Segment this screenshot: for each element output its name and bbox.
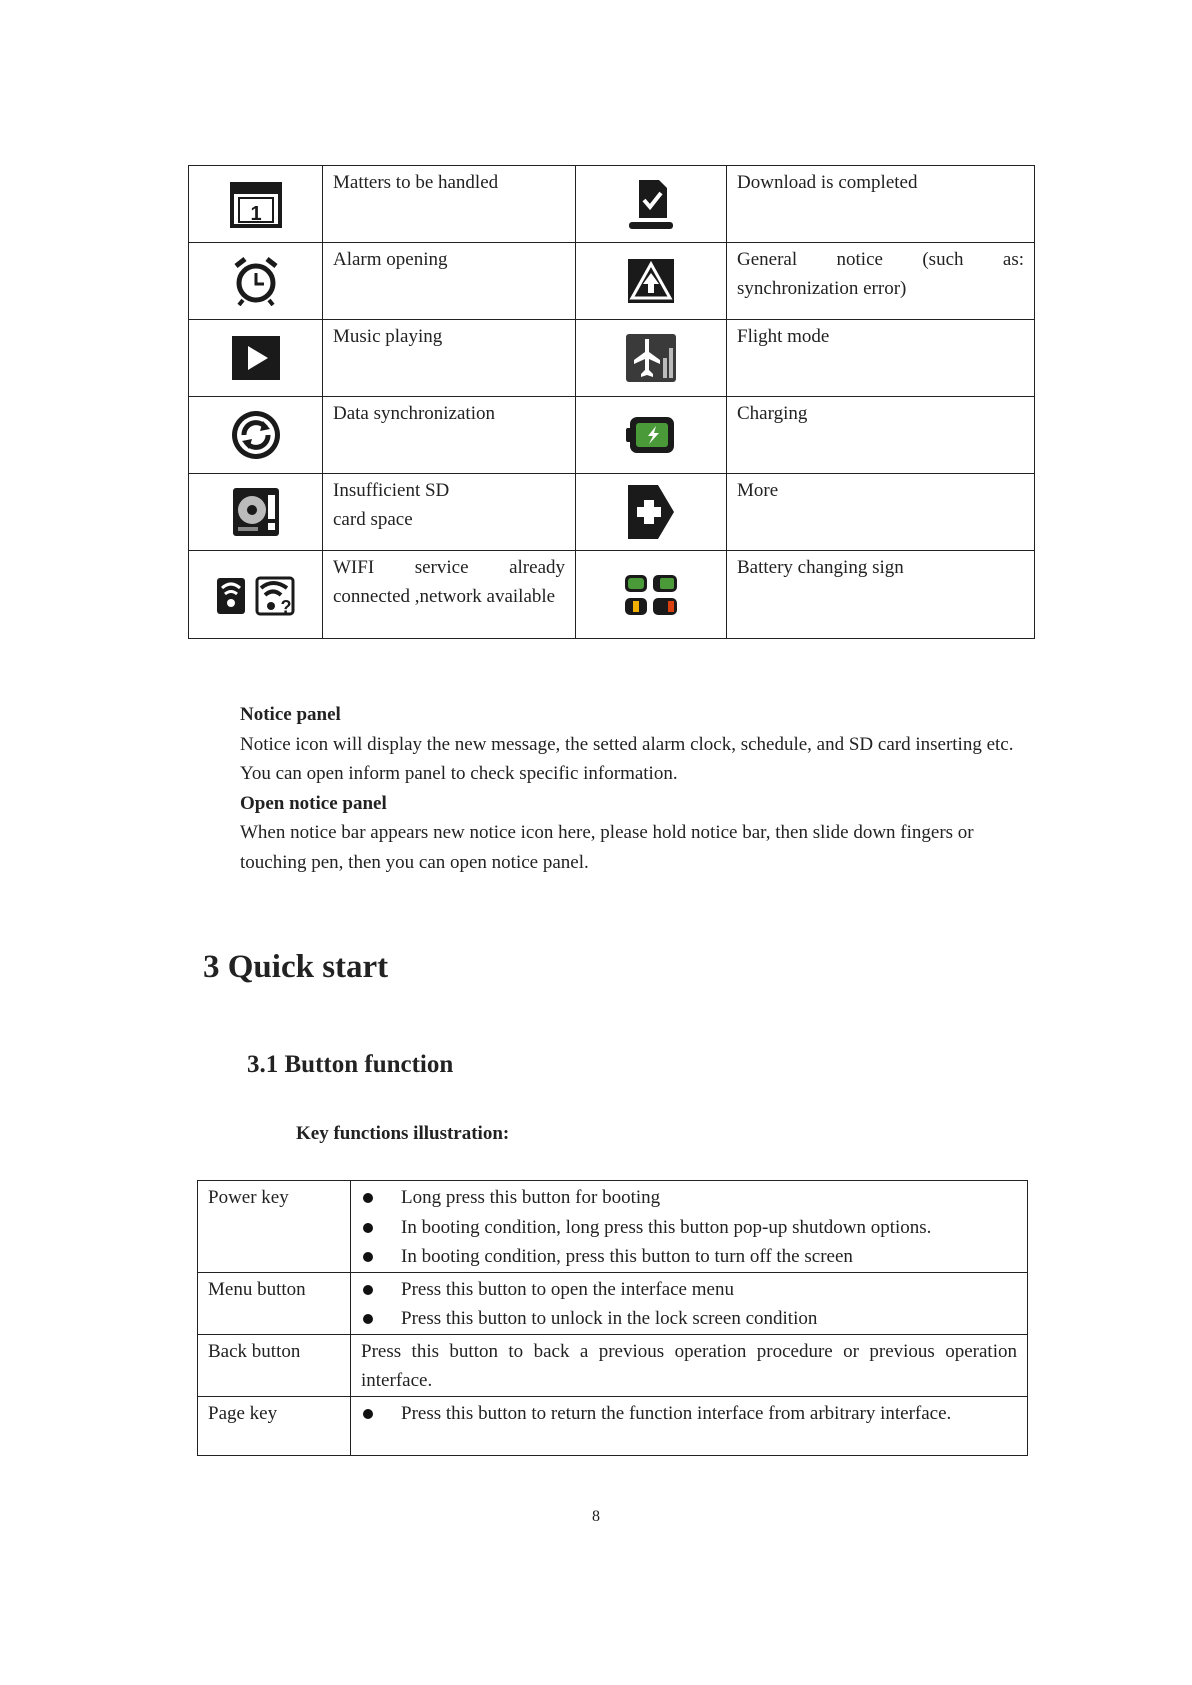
battery-levels-icon [624, 573, 678, 617]
icon-description: Flight mode [737, 326, 830, 347]
svg-text:1: 1 [249, 203, 262, 225]
table-caption: Key functions illustration: [296, 1123, 510, 1144]
open-notice-panel-text: When notice bar appears new notice icon here, please hold notice bar, then slide down fingers or touching pen, then you can open notice panel. [240, 822, 974, 873]
table-row [198, 1396, 1028, 1455]
battery-charging-icon [626, 415, 676, 455]
open-notice-panel-heading: Open notice panel [240, 792, 387, 814]
table-row [189, 551, 1035, 639]
icon-description: Charging [737, 403, 808, 424]
icon-description: Battery changing sign [737, 557, 904, 578]
table-row [198, 1272, 1028, 1334]
alarm-clock-icon [233, 256, 279, 306]
play-icon [232, 336, 280, 380]
key-description: Press this button to back a previous operation procedure or previous operation interface. [361, 1340, 1017, 1391]
section-title: 3 Quick start [203, 949, 389, 985]
icon-description: More [737, 480, 779, 501]
download-complete-icon [627, 178, 675, 230]
table-row [198, 1181, 1028, 1273]
table-row [189, 320, 1035, 397]
icon-description: Data synchronization [333, 403, 495, 424]
key-name: Back button [198, 1334, 351, 1396]
notice-panel-heading: Notice panel [240, 704, 341, 725]
subsection-title: 3.1 Button function [247, 1051, 454, 1078]
icon-description: Music playing [333, 326, 443, 347]
warning-upload-icon [628, 259, 674, 303]
sync-icon [230, 409, 282, 461]
table-row [189, 397, 1035, 474]
list-item: Press this button to unlock in the lock screen condition [361, 1304, 1017, 1334]
table-row [189, 166, 1035, 243]
icon-description: General notice (such as: synchronization error) [737, 249, 1024, 299]
list-item: In booting condition, press this button to turn off the screen [361, 1242, 1017, 1272]
table-row [198, 1334, 1028, 1396]
sd-card-warning-icon [232, 487, 280, 537]
list-item: In booting condition, long press this button pop-up shutdown options. [361, 1213, 1017, 1243]
calendar-icon [230, 180, 282, 228]
plus-arrow-icon [628, 485, 674, 539]
key-name: Menu button [198, 1272, 351, 1334]
icon-description: WIFI service already connected ,network available [333, 557, 565, 607]
table-row [189, 243, 1035, 320]
page-number: 8 [592, 1508, 600, 1525]
svg-text:?: ? [280, 596, 291, 616]
icon-description: Alarm opening [333, 249, 448, 270]
icon-description: Matters to be handled [333, 172, 499, 193]
list-item: Long press this button for booting [361, 1183, 1017, 1213]
status-icon-table [188, 165, 1035, 639]
notice-panel-text: Notice icon will display the new message, the setted alarm clock, schedule, and SD card inserting etc. You can open inform panel to check specific information. [240, 733, 1014, 784]
key-functions-table [197, 1180, 1028, 1456]
list-item: Press this button to return the function interface from arbitrary interface. [361, 1399, 1017, 1429]
list-item: Press this button to open the interface menu [361, 1275, 1017, 1305]
key-name: Power key [198, 1181, 351, 1273]
icon-description: Download is completed [737, 172, 918, 193]
airplane-icon [626, 334, 676, 382]
wifi-status-icons [217, 574, 295, 616]
table-row [189, 474, 1035, 551]
icon-description: Insufficient SD card space [333, 480, 450, 530]
key-name: Page key [198, 1396, 351, 1455]
notice-section [240, 700, 1020, 877]
